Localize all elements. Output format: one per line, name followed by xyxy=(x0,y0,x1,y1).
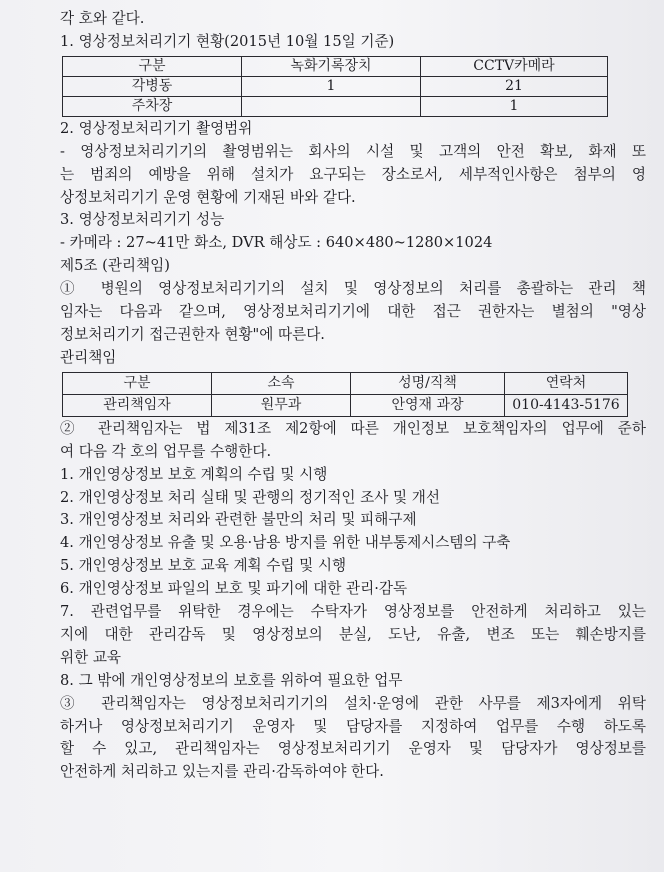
table-cell: 1 xyxy=(421,96,608,116)
list-item: 1. 개인영상정보 보호 계획의 수립 및 시행 xyxy=(60,465,328,483)
text-line: 임자는 다음과 같으며, 영상정보처리기기에 대한 접근 권한자는 별첨의 "영상 xyxy=(60,303,646,321)
table-header-cell: 연락처 xyxy=(505,372,628,394)
text-line: 여 다음 각 호의 업무를 수행한다. xyxy=(60,442,272,460)
table-header-cell: 성명/직책 xyxy=(351,372,505,394)
list-item: 2. 개인영상정보 처리 실태 및 관행의 정기적인 조사 및 개선 xyxy=(60,488,440,506)
list-item: 4. 개인영상정보 유출 및 오용·남용 방지를 위한 내부통제시스템의 구축 xyxy=(60,534,511,552)
table-header-cell: 소속 xyxy=(212,372,351,394)
table-header-row xyxy=(63,56,608,76)
section-heading: 3. 영상정보처리기기 성능 xyxy=(60,211,225,229)
text-line: 상정보처리기기 운영 현황에 기재된 바와 같다. xyxy=(60,188,356,206)
table-cell: 각병동 xyxy=(63,76,242,96)
table-cell: 관리책임자 xyxy=(63,394,212,416)
text-line: - 영상정보처리기기의 촬영범위는 회사의 시설 및 고객의 안전 확보, 화재 또 xyxy=(60,142,646,160)
article-heading: 제5조 (관리책임) xyxy=(60,257,170,275)
equipment-status-table xyxy=(62,56,608,117)
table-header-cell: 구분 xyxy=(63,56,242,76)
table-cell: 21 xyxy=(421,76,608,96)
text-line: 하거나 영상정보처리기기 운영자 및 담당자를 지정하여 업무를 수행 하도록 xyxy=(60,717,646,735)
list-item: 7. 관련업무를 위탁한 경우에는 수탁자가 영상정보를 안전하게 처리하고 있는 xyxy=(60,603,646,621)
list-item: 8. 그 밖에 개인영상정보의 보호를 위하여 필요한 업무 xyxy=(60,671,403,689)
table-cell: 1 xyxy=(242,76,421,96)
table-cell xyxy=(242,96,421,116)
text-line: ③ 관리책임자는 영상정보처리기기의 설치·운영에 관한 사무를 제3자에게 위탁 xyxy=(60,694,646,712)
table-cell: 주차장 xyxy=(63,96,242,116)
table-header-row xyxy=(63,372,628,394)
text-line: 지에 대한 관리감독 및 영상정보의 분실, 도난, 유출, 변조 또는 훼손방지를 xyxy=(60,625,646,643)
table-caption: 관리책임 xyxy=(60,348,117,366)
text-line: 안전하게 처리하고 있는지를 관리·감독하여야 한다. xyxy=(60,763,384,781)
table-header-cell: CCTV카메라 xyxy=(421,56,608,76)
table-cell: 안영재 과장 xyxy=(351,394,505,416)
table-cell: 010-4143-5176 xyxy=(505,394,628,416)
table-row xyxy=(63,96,608,116)
text-line: 위한 교육 xyxy=(60,648,122,666)
list-item: 5. 개인영상정보 보호 교육 계획 수립 및 시행 xyxy=(60,557,347,575)
text-line: ① 병원의 영상정보처리기기의 설치 및 영상정보의 처리를 총괄하는 관리 책 xyxy=(60,280,646,298)
list-item: 6. 개인영상정보 파일의 보호 및 파기에 대한 관리·감독 xyxy=(60,580,408,598)
table-row xyxy=(63,394,628,416)
responsibility-table xyxy=(62,372,628,417)
list-item: 3. 개인영상정보 처리와 관련한 불만의 처리 및 피해구제 xyxy=(60,511,417,529)
text-line: - 카메라 : 27~41만 화소, DVR 해상도 : 640×480~1280×1024 xyxy=(60,234,493,252)
text-line: 정보처리기기 접근권한자 현황"에 따른다. xyxy=(60,325,325,343)
table-header-cell: 녹화기록장치 xyxy=(242,56,421,76)
table-header-cell: 구분 xyxy=(63,372,212,394)
section-heading: 1. 영상정보처리기기 현황(2015년 10월 15일 기준) xyxy=(60,32,395,50)
section-heading: 2. 영상정보처리기기 촬영범위 xyxy=(60,119,253,137)
text-line: 할 수 있고, 관리책임자는 영상정보처리기기 운영자 및 담당자가 영상정보를 xyxy=(60,740,646,758)
text-line: ② 관리책임자는 법 제31조 제2항에 따른 개인정보 보호책임자의 업무에 준하 xyxy=(60,419,646,437)
table-cell: 원무과 xyxy=(212,394,351,416)
text-line: 각 호와 같다. xyxy=(60,10,145,27)
table-row xyxy=(63,76,608,96)
text-line: 는 범죄의 예방을 위해 설치가 요구되는 장소로서, 세부적인사항은 첨부의 영 xyxy=(60,165,646,183)
